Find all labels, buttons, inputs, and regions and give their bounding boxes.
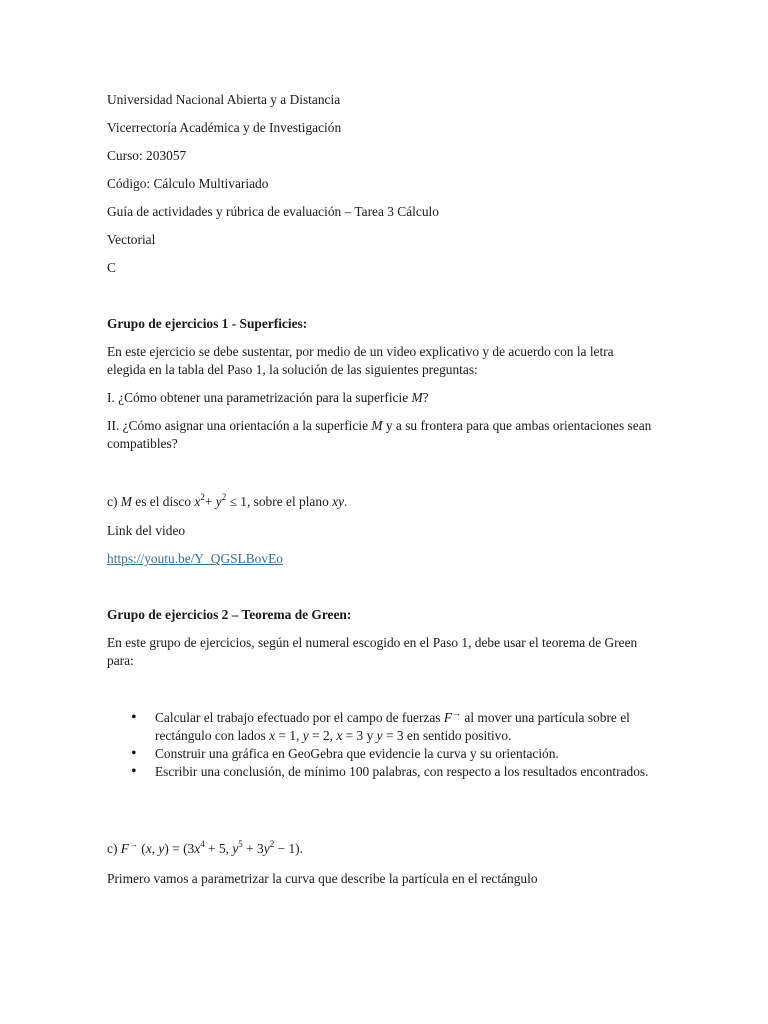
- chosen-letter: C: [107, 260, 116, 275]
- list-item: • Construir una gráfica en GeoGebra que evidencie la curva y su orientación.: [107, 745, 667, 763]
- video-link[interactable]: https://youtu.be/Y_QGSLBovEo: [107, 551, 283, 566]
- course-number: Curso: 203057: [107, 148, 187, 163]
- section1-heading: Grupo de ejercicios 1 - Superficies:: [107, 316, 308, 331]
- list-item: • Escribir una conclusión, de mínimo 100 palabras, con respecto a los resultados encontrados.: [107, 763, 667, 781]
- closing-paragraph: Primero vamos a parametrizar la curva que describe la partícula en el rectángulo: [107, 871, 538, 886]
- course-code: Código: Cálculo Multivariado: [107, 176, 269, 191]
- vicerrectoria: Vicerrectoría Académica y de Investigación: [107, 120, 342, 135]
- task-list: [107, 709, 667, 781]
- question-2: II. ¿Cómo asignar una orientación a la superficie M y a su frontera para que ambas orientaciones sean compatibles?: [107, 418, 652, 451]
- section2-intro: En este grupo de ejercicios, según el numeral escogido en el Paso 1, debe usar el teorema de Green para:: [107, 635, 638, 668]
- guide-title-cont: Vectorial: [107, 232, 156, 247]
- question-1: I. ¿Cómo obtener una parametrización para la superficie M?: [107, 390, 429, 405]
- university-name: Universidad Nacional Abierta y a Distancia: [107, 92, 341, 107]
- guide-title: Guía de actividades y rúbrica de evaluación – Tarea 3 Cálculo: [107, 204, 439, 219]
- exercise-c-field: c) F→ (x, $y) = (3x^4 + 5$, $y^5 + 3y^2 - 1$).: [107, 839, 303, 856]
- section1-intro: En este ejercicio se debe sustentar, por medio de un video explicativo y de acuerdo con la letra elegida en la tabla del Paso 1, la solución de las siguientes preguntas:: [107, 344, 614, 377]
- video-link-label: Link del video: [107, 523, 186, 538]
- exercise-c-statement: c) M es el disco $x^2+ y^2 \le 1$, sobre el plano xy.: [107, 492, 348, 509]
- list-item: • Calcular el trabajo efectuado por el campo de fuerzas F→ al mover una partícula sobre el rectángulo con lados x = 1, y = 2, x = 3 y y = 3 en sentido positivo.: [107, 709, 667, 745]
- section2-heading: Grupo de ejercicios 2 – Teorema de Green:: [107, 607, 352, 622]
